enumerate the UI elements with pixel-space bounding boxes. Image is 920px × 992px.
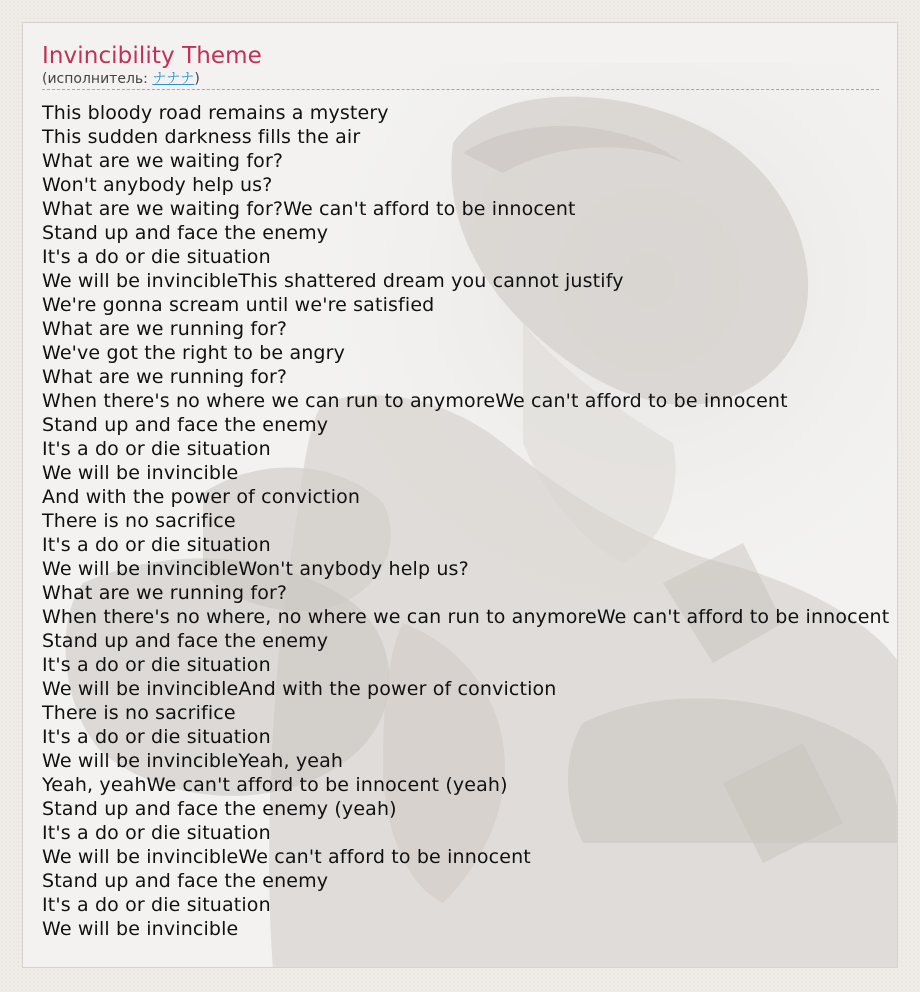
lyric-line: What are we running for? — [42, 318, 288, 340]
lyric-line: When there's no where we can run to anymoreWe can't afford to be innocent — [42, 390, 788, 412]
lyric-line: We will be invincibleWe can't afford to be innocent — [42, 846, 531, 868]
artist-line — [42, 70, 897, 88]
lyric-line: It's a do or die situation — [42, 726, 271, 748]
lyric-line: We will be invincibleYeah, yeah — [42, 750, 344, 772]
song-title: Invincibility Theme — [42, 43, 262, 69]
lyric-line: This bloody road remains a mystery — [42, 102, 389, 124]
lyric-line: We will be invincibleWon't anybody help us? — [42, 558, 469, 580]
lyric-line: Stand up and face the enemy — [42, 870, 329, 892]
lyric-line: What are we running for? — [42, 582, 288, 604]
lyric-line: It's a do or die situation — [42, 894, 271, 916]
lyric-line: What are we waiting for? — [42, 150, 284, 172]
lyric-line: We will be invincible — [42, 918, 239, 940]
lyric-line: It's a do or die situation — [42, 822, 271, 844]
artist-suffix: ) — [194, 71, 200, 87]
lyric-line: We will be invincible — [42, 462, 239, 484]
lyric-line: It's a do or die situation — [42, 246, 271, 268]
lyric-line: It's a do or die situation — [42, 534, 271, 556]
lyric-line: Stand up and face the enemy (yeah) — [42, 798, 397, 820]
lyric-line: There is no sacrifice — [42, 702, 236, 724]
lyrics-card — [22, 22, 898, 968]
lyrics-content — [23, 23, 897, 941]
lyric-line: We will be invincibleAnd with the power of conviction — [42, 678, 557, 700]
lyrics-text — [42, 101, 897, 941]
lyric-line: Stand up and face the enemy — [42, 222, 329, 244]
lyric-line: What are we running for? — [42, 366, 288, 388]
lyric-line: We're gonna scream until we're satisfied — [42, 294, 435, 316]
lyric-line: Stand up and face the enemy — [42, 630, 329, 652]
artist-link[interactable]: ナナナ — [152, 71, 195, 87]
artist-prefix: (исполнитель: — [42, 71, 153, 87]
lyric-line: We've got the right to be angry — [42, 342, 345, 364]
lyric-line: Yeah, yeahWe can't afford to be innocent (yeah) — [42, 774, 508, 796]
lyric-line: When there's no where, no where we can run to anymoreWe can't afford to be innocent — [42, 606, 890, 628]
lyric-line: There is no sacrifice — [42, 510, 236, 532]
lyric-line: And with the power of conviction — [42, 486, 361, 508]
lyric-line: We will be invincibleThis shattered dream you cannot justify — [42, 270, 624, 292]
lyric-line: Won't anybody help us? — [42, 174, 273, 196]
lyric-line: Stand up and face the enemy — [42, 414, 329, 436]
lyric-line: This sudden darkness fills the air — [42, 126, 361, 148]
lyric-line: What are we waiting for?We can't afford to be innocent — [42, 198, 576, 220]
lyric-line: It's a do or die situation — [42, 438, 271, 460]
title-divider — [42, 89, 879, 90]
lyric-line: It's a do or die situation — [42, 654, 271, 676]
